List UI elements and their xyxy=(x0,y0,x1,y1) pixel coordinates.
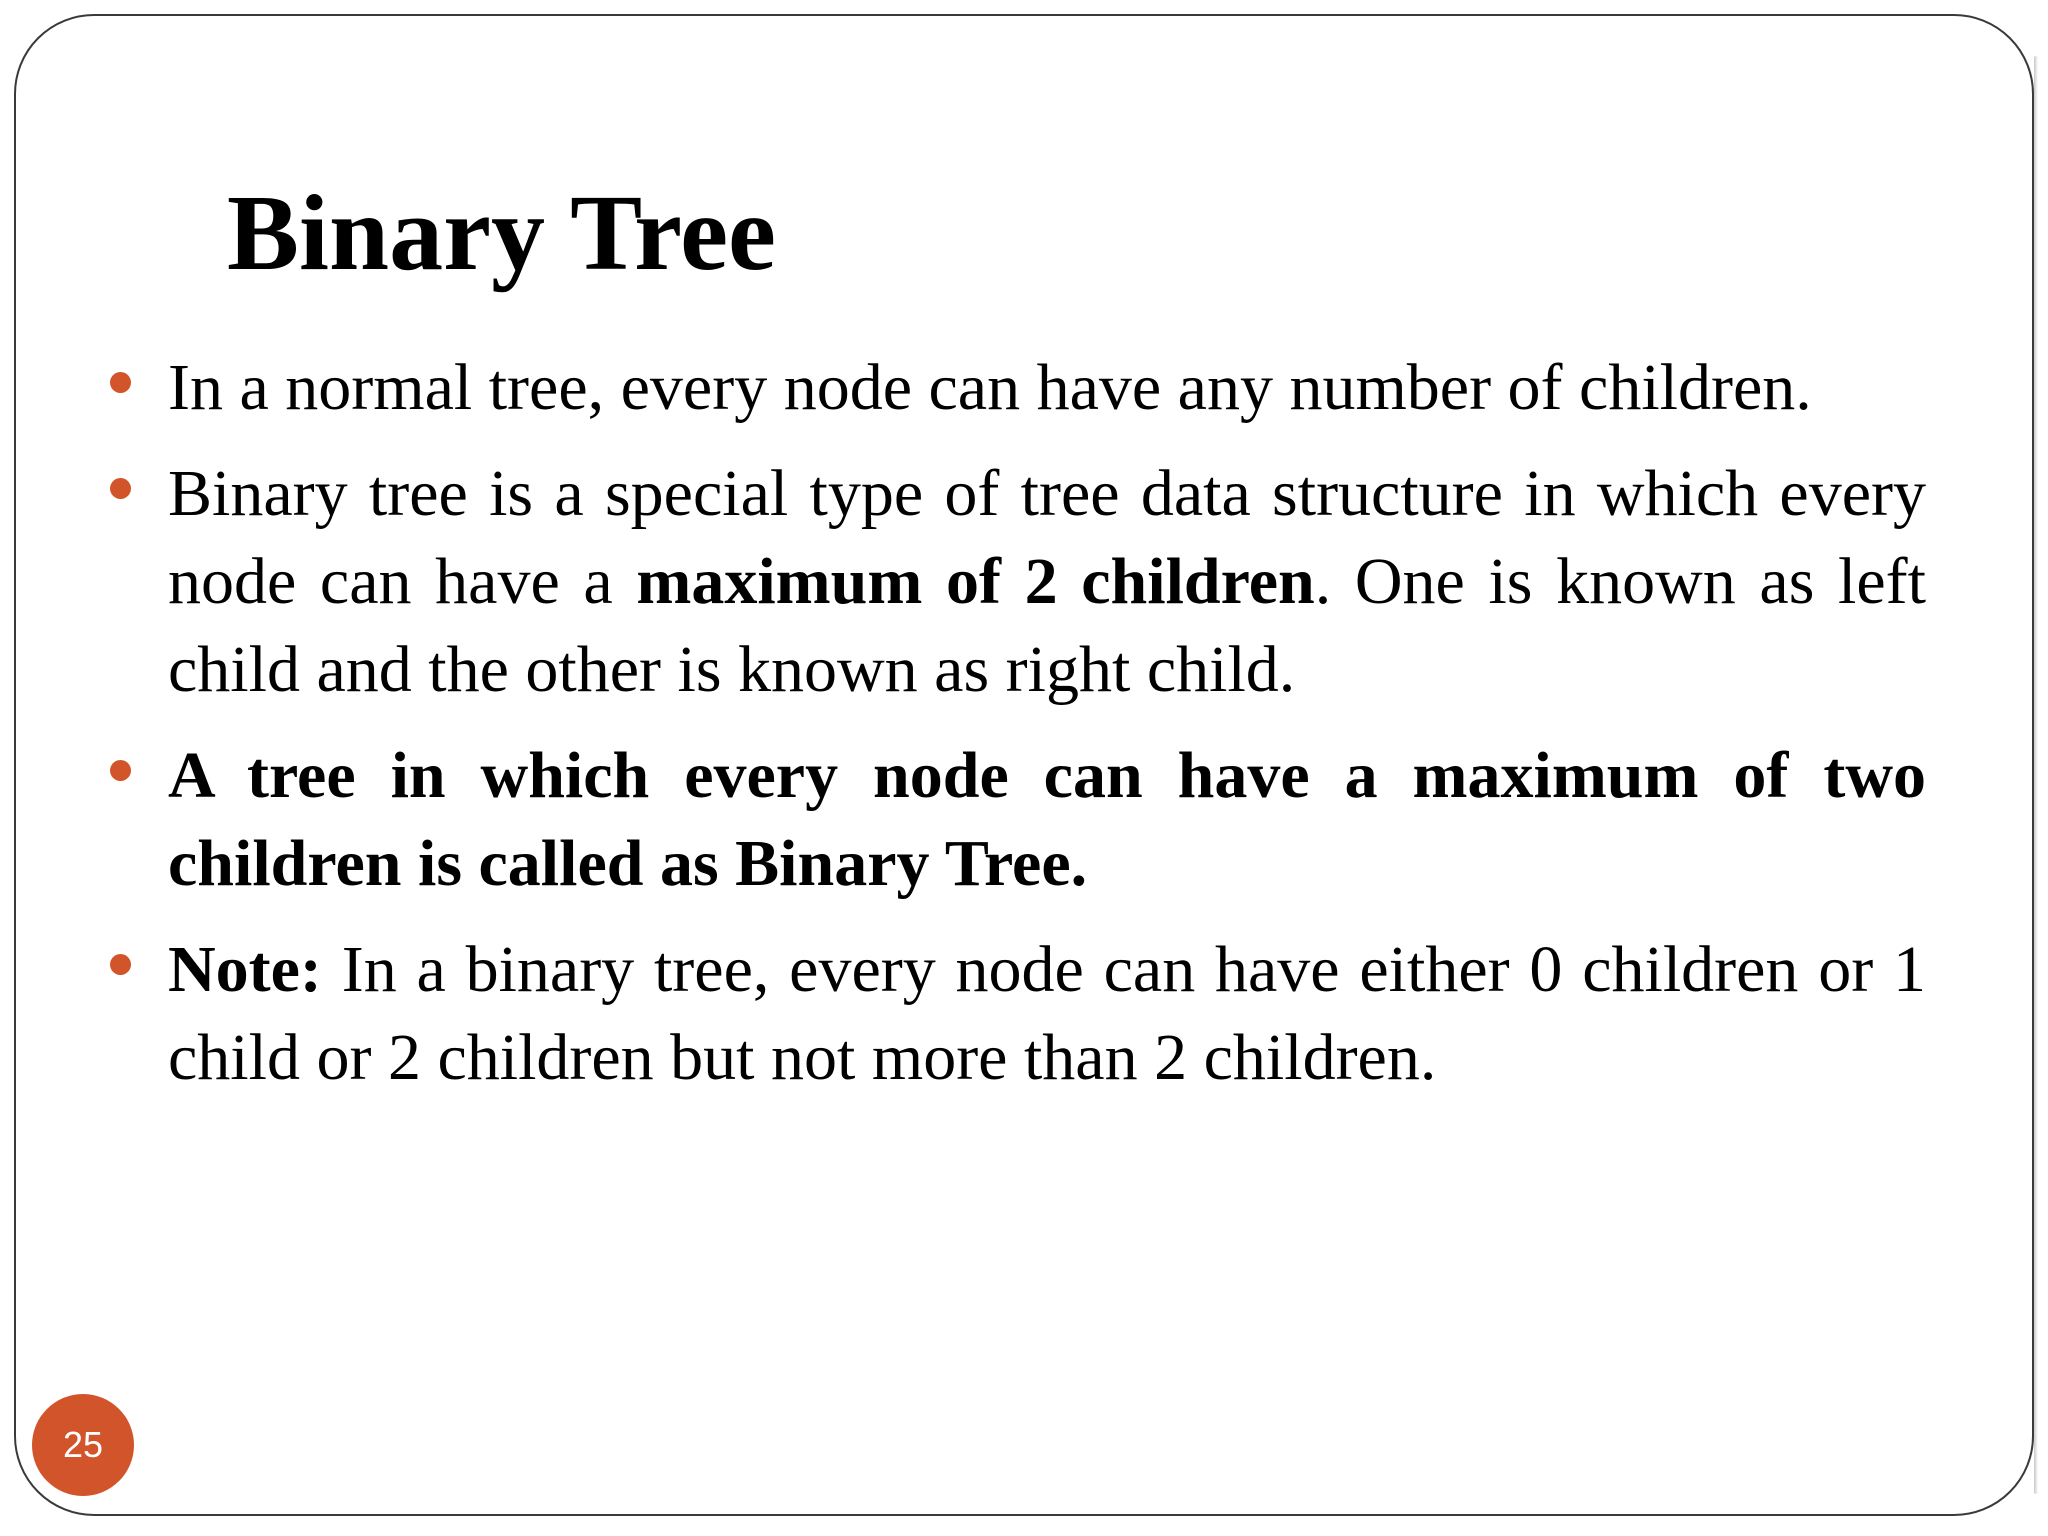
bullet-item-binary-tree-summary xyxy=(106,732,1926,908)
bullet-text-after: In a binary tree, every node can have either 0 children or 1 child or 2 children but not more than 2 children. xyxy=(168,933,1926,1094)
bullet-text: In a normal tree, every node can have any number of children. xyxy=(168,351,1812,424)
bullet-text: A tree in which every node can have a maximum of two children is called as Binary Tree. xyxy=(168,739,1926,900)
bullet-item-normal-tree xyxy=(106,344,1926,432)
bullet-item-binary-tree-definition xyxy=(106,450,1926,714)
page-number-badge: 25 xyxy=(32,1394,134,1496)
bullet-dot-icon xyxy=(110,372,131,393)
bullet-dot-icon xyxy=(110,760,131,781)
slide-title: Binary Tree xyxy=(227,174,776,293)
bullet-dot-icon xyxy=(110,478,131,499)
bullet-item-note xyxy=(106,926,1926,1102)
bullet-dot-icon xyxy=(110,954,131,975)
bullet-text-bold: maximum of 2 children xyxy=(636,545,1315,618)
note-label: Note: xyxy=(168,933,322,1006)
bullet-list xyxy=(106,344,1926,1120)
bullet-text-before: Binary tree is a special type of tree data structure in which every node can have a xyxy=(168,457,1926,618)
bullet-text-after: . One is known as left child and the other is known as right child. xyxy=(168,545,1926,706)
